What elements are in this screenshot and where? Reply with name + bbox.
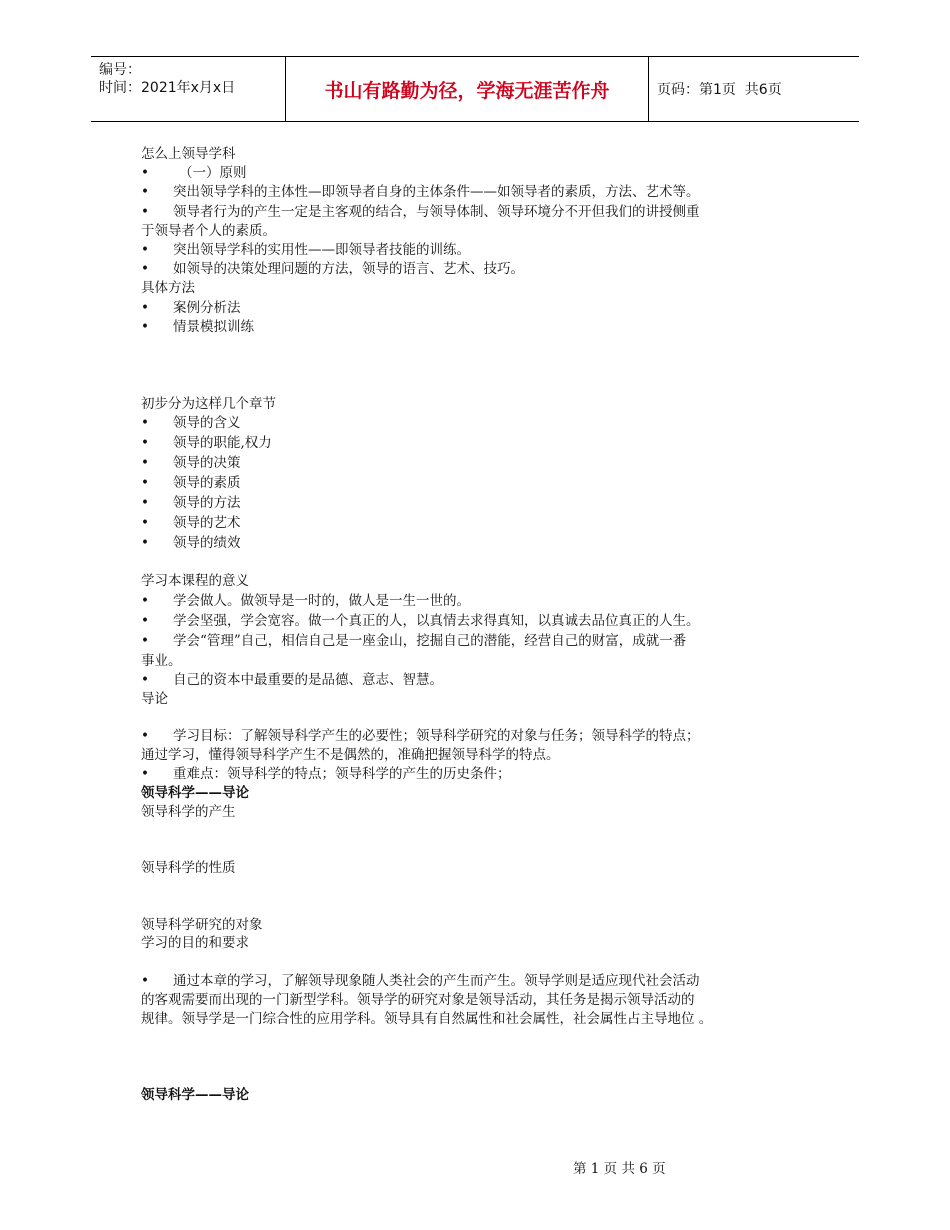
section-heading: 初步分为这样几个章节 xyxy=(141,396,276,412)
paragraph-continuation: 于领导者个人的素质。 xyxy=(141,223,276,239)
section-heading: 怎么上领导学科 xyxy=(141,146,236,162)
header-meta xyxy=(91,57,286,121)
number-label: 编号： xyxy=(99,62,141,78)
paragraph-continuation: 通过学习，懂得领导科学产生不是偶然的，准确把握领导科学的特点。 xyxy=(141,747,560,763)
section-heading: 学习本课程的意义 xyxy=(141,573,249,589)
paragraph-continuation: 事业。 xyxy=(141,653,182,669)
bold-heading: 领导科学——导论 xyxy=(141,1087,249,1103)
paragraph-continuation: 规律。领导学是一门综合性的应用学科。领导具有自然属性和社会属性，社会属性占主导地位 。 xyxy=(141,1011,713,1027)
paragraph-continuation: 的客观需要而出现的一门新型学科。领导学的研究对象是领导活动，其任务是揭示领导活动的 xyxy=(141,992,695,1008)
time-label: 时间：2021年x月x日 xyxy=(99,80,236,96)
bold-heading: 领导科学——导论 xyxy=(141,785,249,801)
page-label: 页码：第1页 共6页 xyxy=(657,82,782,98)
subsection-item: 领导科学研究的对象 xyxy=(141,917,263,933)
document-header xyxy=(91,56,859,122)
section-heading: 导论 xyxy=(141,691,168,707)
subsection-item: 领导科学的性质 xyxy=(141,860,236,876)
section-heading: 具体方法 xyxy=(141,280,195,296)
header-motto: 书山有路勤为径，学海无涯苦作舟 xyxy=(286,57,649,121)
header-page-info xyxy=(649,57,859,121)
page-footer: 第 1 页 共 6 页 xyxy=(573,1161,666,1177)
section-heading: 学习的目的和要求 xyxy=(141,935,249,951)
subsection-item: 领导科学的产生 xyxy=(141,804,236,820)
